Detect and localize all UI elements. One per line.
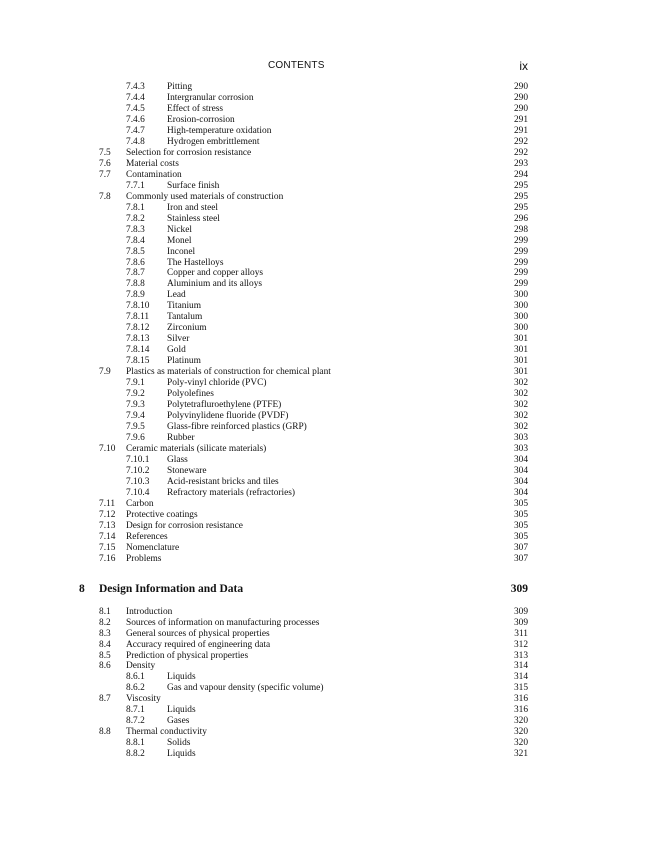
chapter-entry (0, 577, 648, 601)
entry-page: 320 (513, 716, 528, 727)
entry-number: 7.8.10 (126, 301, 150, 312)
entry-page: 307 (513, 553, 528, 564)
entry-title: Design for corrosion resistance (126, 520, 243, 531)
entry-page: 305 (513, 509, 528, 520)
entry-title: Copper and copper alloys (167, 268, 264, 279)
toc-entry (0, 214, 648, 225)
toc-entry (0, 554, 648, 565)
entry-title: Inconel (167, 246, 196, 257)
entry-title: Silver (167, 334, 190, 345)
entry-title: Platinum (167, 356, 201, 367)
entry-number: 8.2 (99, 617, 111, 628)
entry-number: 7.10.1 (126, 454, 150, 465)
entry-page: 301 (513, 334, 528, 345)
entry-title: Gases (167, 716, 190, 727)
toc-entry (0, 738, 648, 749)
toc-entry (0, 661, 648, 672)
toc-entry (0, 104, 648, 115)
toc-entry (0, 455, 648, 466)
header-page-number: ix (519, 59, 528, 73)
entry-title: Nickel (167, 224, 192, 235)
entry-number: 7.8.15 (126, 356, 150, 367)
toc-entry (0, 705, 648, 716)
entry-number: 8.7 (99, 694, 111, 705)
entry-number: 7.9.5 (126, 422, 145, 433)
entry-number: 7.14 (99, 531, 116, 542)
toc-entry (0, 203, 648, 214)
toc-entry (0, 301, 648, 312)
toc-entry (0, 499, 648, 510)
toc-entry (0, 345, 648, 356)
entry-page: 293 (513, 158, 528, 169)
entry-title: Glass (167, 454, 188, 465)
entry-number: 7.8.2 (126, 213, 145, 224)
running-header (0, 60, 648, 74)
entry-title: Thermal conductivity (126, 727, 207, 738)
toc-entry (0, 279, 648, 290)
toc-entry (0, 148, 648, 159)
entry-number: 7.8.1 (126, 202, 145, 213)
entry-number: 7.8.12 (126, 323, 150, 334)
entry-page: 316 (513, 694, 528, 705)
entry-title: Acid-resistant bricks and tiles (167, 476, 279, 487)
toc-entry (0, 444, 648, 455)
entry-page: 314 (513, 672, 528, 683)
entry-page: 302 (513, 400, 528, 411)
toc-entry (0, 749, 648, 760)
entry-title: Prediction of physical properties (126, 650, 249, 661)
entry-page: 290 (513, 82, 528, 92)
entry-title: Plastics as materials of construction for chemical plant (126, 367, 331, 378)
toc-entry (0, 312, 648, 323)
toc-entry (0, 694, 648, 705)
entry-title: References (126, 531, 168, 542)
entry-page: 315 (513, 683, 528, 694)
entry-title: Protective coatings (126, 509, 198, 520)
entry-title: Zirconium (167, 323, 207, 334)
entry-page: 305 (513, 520, 528, 531)
entry-page: 303 (513, 443, 528, 454)
entry-page: 301 (513, 367, 528, 378)
entry-title: Pitting (167, 82, 193, 92)
entry-number: 7.8 (99, 191, 111, 202)
entry-number: 7.4.4 (126, 92, 145, 103)
entry-title: Surface finish (167, 180, 220, 191)
entry-page: 299 (513, 246, 528, 257)
entry-page: 309 (513, 617, 528, 628)
toc-entry (0, 126, 648, 137)
entry-page: 304 (513, 476, 528, 487)
entry-page: 304 (513, 465, 528, 476)
entry-number: 7.9.2 (126, 389, 145, 400)
toc-entry (0, 367, 648, 378)
toc-entry (0, 159, 648, 170)
toc-entry (0, 477, 648, 488)
entry-title: Material costs (126, 158, 179, 169)
entry-title: Carbon (126, 498, 154, 509)
entry-page: 290 (513, 103, 528, 114)
entry-title: Tantalum (167, 312, 203, 323)
entry-page: 300 (513, 312, 528, 323)
toc-entry (0, 411, 648, 422)
entry-page: 304 (513, 487, 528, 498)
entry-number: 8.8.1 (126, 738, 145, 749)
entry-page: 291 (513, 125, 528, 136)
entry-page: 299 (513, 268, 528, 279)
header-title: CONTENTS (268, 60, 325, 71)
entry-number: 8.1 (99, 606, 111, 617)
entry-title: Gas and vapour density (specific volume) (167, 683, 324, 694)
entry-number: 7.16 (99, 553, 116, 564)
toc-entry (0, 334, 648, 345)
toc-entry (0, 225, 648, 236)
entry-number: 7.4.3 (126, 82, 145, 92)
toc-entry (0, 618, 648, 629)
entry-number: 7.7 (99, 169, 111, 180)
entry-title: Ceramic materials (silicate materials) (126, 443, 267, 454)
entry-number: 8.6.2 (126, 683, 145, 694)
entry-number: 7.4.5 (126, 103, 145, 114)
toc-entry (0, 356, 648, 367)
entry-number: 7.4.6 (126, 114, 145, 125)
entry-title: Stainless steel (167, 213, 220, 224)
entry-number: 7.8.5 (126, 246, 145, 257)
entry-title: Selection for corrosion resistance (126, 147, 252, 158)
entry-page: 316 (513, 705, 528, 716)
entry-title: Hydrogen embrittlement (167, 136, 260, 147)
entry-title: Iron and steel (167, 202, 219, 213)
entry-number: 7.8.3 (126, 224, 145, 235)
entry-page: 295 (513, 202, 528, 213)
entry-page: 311 (514, 628, 528, 639)
entry-page: 290 (513, 92, 528, 103)
entry-number: 8.8 (99, 727, 111, 738)
entry-page: 300 (513, 290, 528, 301)
entry-title: Poly-vinyl chloride (PVC) (167, 378, 267, 389)
toc-entry (0, 290, 648, 301)
entry-number: 8.6.1 (126, 672, 145, 683)
entry-page: 291 (513, 114, 528, 125)
entry-number: 7.4.7 (126, 125, 145, 136)
entry-title: Liquids (167, 672, 196, 683)
toc-entry (0, 236, 648, 247)
toc-entry (0, 629, 648, 640)
entry-title: Viscosity (126, 694, 161, 705)
entry-number: 7.8.7 (126, 268, 145, 279)
toc-entry (0, 192, 648, 203)
entry-title: Intergranular corrosion (167, 92, 254, 103)
entry-page: 294 (513, 169, 528, 180)
toc-entry (0, 466, 648, 477)
entry-number: 7.10.2 (126, 465, 150, 476)
entry-title: Effect of stress (167, 103, 224, 114)
entry-page: 313 (513, 650, 528, 661)
toc-entry (0, 170, 648, 181)
entry-title: Aluminium and its alloys (167, 279, 263, 290)
entry-number: 8.5 (99, 650, 111, 661)
entry-number: 7.9.1 (126, 378, 145, 389)
toc-entry (0, 137, 648, 148)
toc-entry (0, 268, 648, 279)
entry-title: General sources of physical properties (126, 628, 270, 639)
entry-number: 8.7.2 (126, 716, 145, 727)
entry-title: Commonly used materials of construction (126, 191, 284, 202)
entry-page: 300 (513, 323, 528, 334)
entry-number: 8.4 (99, 639, 111, 650)
entry-page: 307 (513, 542, 528, 553)
entry-page: 302 (513, 389, 528, 400)
entry-title: The Hastelloys (167, 257, 224, 268)
entry-number: 7.8.11 (126, 312, 150, 323)
entry-title: Lead (167, 290, 186, 301)
entry-number: 8.6 (99, 661, 111, 672)
entry-number: 7.13 (99, 520, 116, 531)
entry-number: 7.15 (99, 542, 116, 553)
entry-page: 305 (513, 531, 528, 542)
toc-entry (0, 82, 648, 93)
entry-number: 7.8.8 (126, 279, 145, 290)
entry-title: Accuracy required of engineering data (126, 639, 271, 650)
entry-number: 7.6 (99, 158, 111, 169)
entry-number: 7.5 (99, 147, 111, 158)
entry-title: Introduction (126, 606, 173, 617)
entry-title: Polytetrafluroethylene (PTFE) (167, 400, 282, 411)
entry-number: 7.9.6 (126, 433, 145, 443)
toc-entry (0, 247, 648, 258)
entry-page: 299 (513, 279, 528, 290)
toc-entry (0, 93, 648, 104)
toc-entry (0, 683, 648, 694)
entry-number: 7.10 (99, 443, 116, 454)
toc-entry (0, 651, 648, 662)
toc-entry (0, 258, 648, 269)
entry-page: 296 (513, 213, 528, 224)
entry-number: 7.12 (99, 509, 116, 520)
entry-number: 7.11 (99, 498, 116, 509)
entry-page: 305 (513, 498, 528, 509)
entry-page: 301 (513, 345, 528, 356)
entry-title: Glass-fibre reinforced plastics (GRP) (167, 422, 307, 433)
entry-title: Titanium (167, 301, 202, 312)
entry-number: 7.8.6 (126, 257, 145, 268)
entry-page: 312 (513, 639, 528, 650)
entry-page: 295 (513, 191, 528, 202)
entry-number: 7.10.3 (126, 476, 150, 487)
entry-number: 8.3 (99, 628, 111, 639)
toc-entry (0, 727, 648, 738)
toc-entry (0, 640, 648, 651)
entry-title: Contamination (126, 169, 182, 180)
entry-title: Problems (126, 553, 162, 564)
entry-page: 299 (513, 235, 528, 246)
entry-title: Monel (167, 235, 192, 246)
toc-entry (0, 181, 648, 192)
entry-number: 7.8.9 (126, 290, 145, 301)
entry-number: 7.9.3 (126, 400, 145, 411)
toc-entry (0, 607, 648, 618)
entry-number: 7.8.13 (126, 334, 150, 345)
toc-entry (0, 115, 648, 126)
entry-title: Liquids (167, 749, 196, 760)
entry-title: Density (126, 661, 156, 672)
toc-entry (0, 378, 648, 389)
entry-number: 8.8.2 (126, 749, 145, 760)
entry-title: Polyolefines (167, 389, 214, 400)
entry-number: 8.7.1 (126, 705, 145, 716)
toc-entry (0, 389, 648, 400)
toc-entry (0, 543, 648, 554)
entry-number: 8 (79, 582, 85, 595)
toc-entry (0, 716, 648, 727)
entry-page: 320 (513, 738, 528, 749)
entry-title: High-temperature oxidation (167, 125, 272, 136)
entry-title: Erosion-corrosion (167, 114, 235, 125)
entry-page: 314 (513, 661, 528, 672)
entry-number: 7.9.4 (126, 411, 145, 422)
entry-title: Rubber (167, 433, 195, 443)
entry-page: 299 (513, 257, 528, 268)
entry-page: 300 (513, 301, 528, 312)
entry-title: Design Information and Data (99, 582, 244, 595)
entry-page: 321 (513, 749, 528, 760)
entry-page: 304 (513, 454, 528, 465)
entry-title: Stoneware (167, 465, 207, 476)
toc-entry (0, 323, 648, 334)
entry-number: 7.4.8 (126, 136, 145, 147)
entry-page: 292 (513, 147, 528, 158)
entry-title: Gold (167, 345, 186, 356)
entry-page: 295 (513, 180, 528, 191)
toc-entry (0, 672, 648, 683)
toc-entry (0, 433, 648, 444)
entry-title: Nomenclature (126, 542, 180, 553)
entry-number: 7.8.4 (126, 235, 145, 246)
toc-entry (0, 532, 648, 543)
entry-page: 320 (513, 727, 528, 738)
toc-entry (0, 400, 648, 411)
entry-page: 303 (513, 433, 528, 443)
entry-page: 309 (510, 582, 528, 595)
entry-page: 309 (513, 606, 528, 617)
entry-page: 301 (513, 356, 528, 367)
entry-title: Refractory materials (refractories) (167, 487, 296, 498)
entry-title: Polyvinylidene fluoride (PVDF) (167, 411, 289, 422)
entry-title: Solids (167, 738, 191, 749)
entry-page: 302 (513, 422, 528, 433)
entry-page: 292 (513, 136, 528, 147)
entry-number: 7.10.4 (126, 487, 150, 498)
entry-title: Sources of information on manufacturing processes (126, 617, 320, 628)
entry-number: 7.8.14 (126, 345, 150, 356)
entry-number: 7.9 (99, 367, 111, 378)
entry-page: 298 (513, 224, 528, 235)
entry-number: 7.7.1 (126, 180, 145, 191)
toc-entry (0, 488, 648, 499)
entry-title: Liquids (167, 705, 196, 716)
toc-entry (0, 422, 648, 433)
entry-page: 302 (513, 411, 528, 422)
table-of-contents (0, 82, 648, 760)
toc-entry (0, 510, 648, 521)
entry-page: 302 (513, 378, 528, 389)
toc-entry (0, 521, 648, 532)
